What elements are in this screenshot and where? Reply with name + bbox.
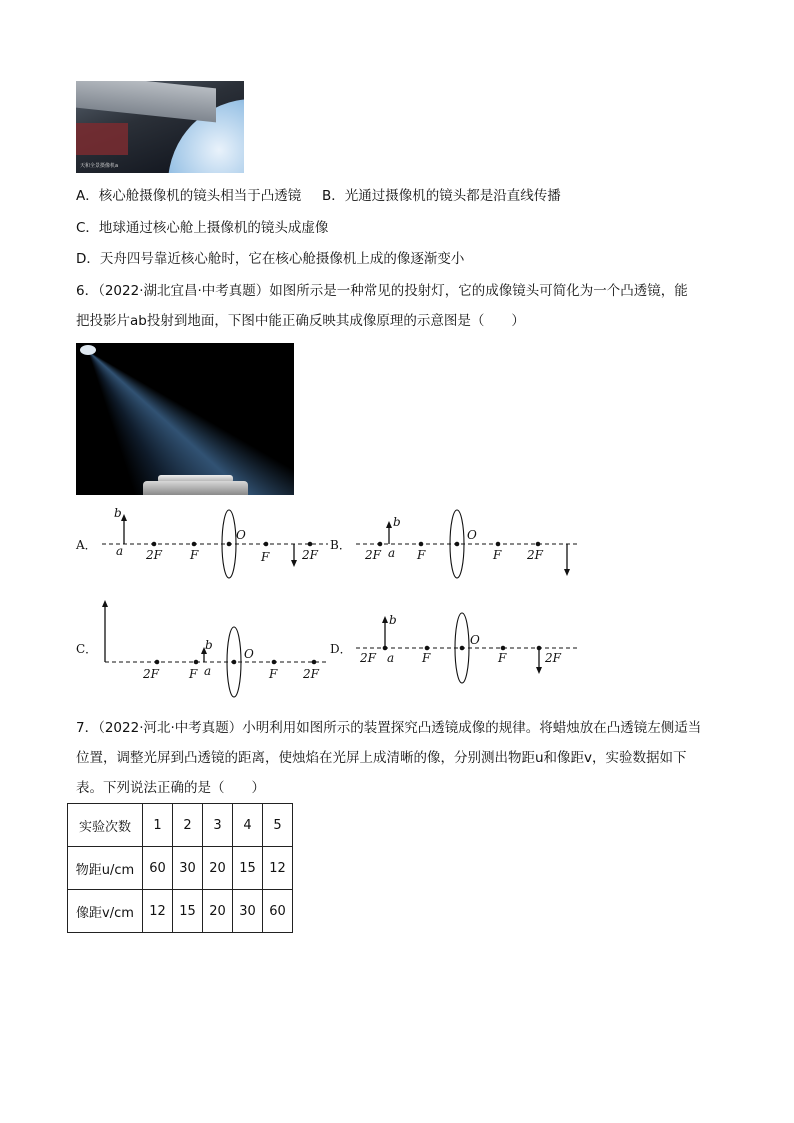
optical-center-label: O [467,528,477,542]
optical-center-label: O [244,647,254,661]
two-f-label: 2F [302,548,318,562]
option-d-text: D．天舟四号靠近核心舱时，它在核心舱摄像机上成的像逐渐变小 [76,251,465,267]
table-cell: 5 [263,804,293,847]
table-cell: 1 [143,804,173,847]
object-top-label: b [393,515,401,529]
table-cell: 2 [173,804,203,847]
stage-image [143,481,248,495]
object-top-label: b [114,506,122,520]
diagram-a [75,506,328,578]
option-a-label: A． [76,538,97,552]
focus-label: F [493,548,502,562]
option-b-label: B． [330,538,351,552]
focus-label: F [417,548,426,562]
option-b-text: B．光通过摄像机的镜头都是沿直线传播 [322,188,561,204]
diagram-c [76,600,328,697]
experiment-data-table [67,803,293,933]
focus-label: F [261,550,270,564]
focus-label: F [269,667,278,681]
question6-line2: 把投影片ab投射到地面，下图中能正确反映其成像原理的示意图是（ ） [76,313,525,329]
two-f-label: 2F [360,651,376,665]
two-f-label: 2F [143,667,159,681]
object-base-label: a [204,664,212,678]
object-base-label: a [388,546,396,560]
table-cell: 4 [233,804,263,847]
optical-center-label: O [470,633,480,647]
table-cell: 12 [143,890,173,933]
focus-label: F [189,667,198,681]
two-f-label: 2F [365,548,381,562]
focus-label: F [190,548,199,562]
focus-label: F [422,651,431,665]
option-d-label: D． [330,642,352,656]
lamp-image [80,345,96,355]
table-cell: 3 [203,804,233,847]
lens-diagrams [0,500,794,710]
table-cell: 60 [143,847,173,890]
row-header: 像距v/cm [68,890,143,933]
optical-center-label: O [236,528,246,542]
table-cell: 15 [173,890,203,933]
photo-caption: 天和全景摄像机a [80,163,119,169]
light-beam-image [76,343,294,495]
object-base-label: a [387,651,395,665]
table-row [68,890,293,933]
solar-panel-image [76,123,128,155]
row-header: 物距u/cm [68,847,143,890]
question6-line1: 6．（2022·湖北宜昌·中考真题）如图所示是一种常见的投射灯，它的成像镜头可简化为一个凸透镜，能 [76,283,688,299]
table-row [68,847,293,890]
table-cell: 15 [233,847,263,890]
question7-line2: 位置，调整光屏到凸透镜的距离，使烛焰在光屏上成清晰的像，分别测出物距u和像距v，实验数据如下 [76,750,687,766]
option-c-label: C． [76,642,98,656]
object-top-label: b [205,638,213,652]
table-cell: 30 [233,890,263,933]
two-f-label: 2F [545,651,561,665]
object-base-label: a [116,544,124,558]
projector-lamp-photo [76,343,294,495]
diagram-b [330,510,580,578]
table-cell: 12 [263,847,293,890]
table-cell: 30 [173,847,203,890]
table-row [68,804,293,847]
table-cell: 60 [263,890,293,933]
row-header: 实验次数 [68,804,143,847]
diagram-d [330,613,580,683]
focus-label: F [498,651,507,665]
space-camera-photo [76,81,244,173]
option-c-text: C．地球通过核心舱上摄像机的镜头成虚像 [76,220,329,236]
table-cell: 20 [203,890,233,933]
question7-line1: 7．（2022·河北·中考真题）小明利用如图所示的装置探究凸透镜成像的规律。将蜡烛放在凸透镜左侧适当 [76,720,702,736]
two-f-label: 2F [303,667,319,681]
table-cell: 20 [203,847,233,890]
two-f-label: 2F [146,548,162,562]
option-a-text: A．核心舱摄像机的镜头相当于凸透镜 [76,188,302,204]
question7-line3: 表。下列说法正确的是（ ） [76,780,265,796]
object-top-label: b [389,613,397,627]
two-f-label: 2F [527,548,543,562]
station-module-image [76,81,216,122]
